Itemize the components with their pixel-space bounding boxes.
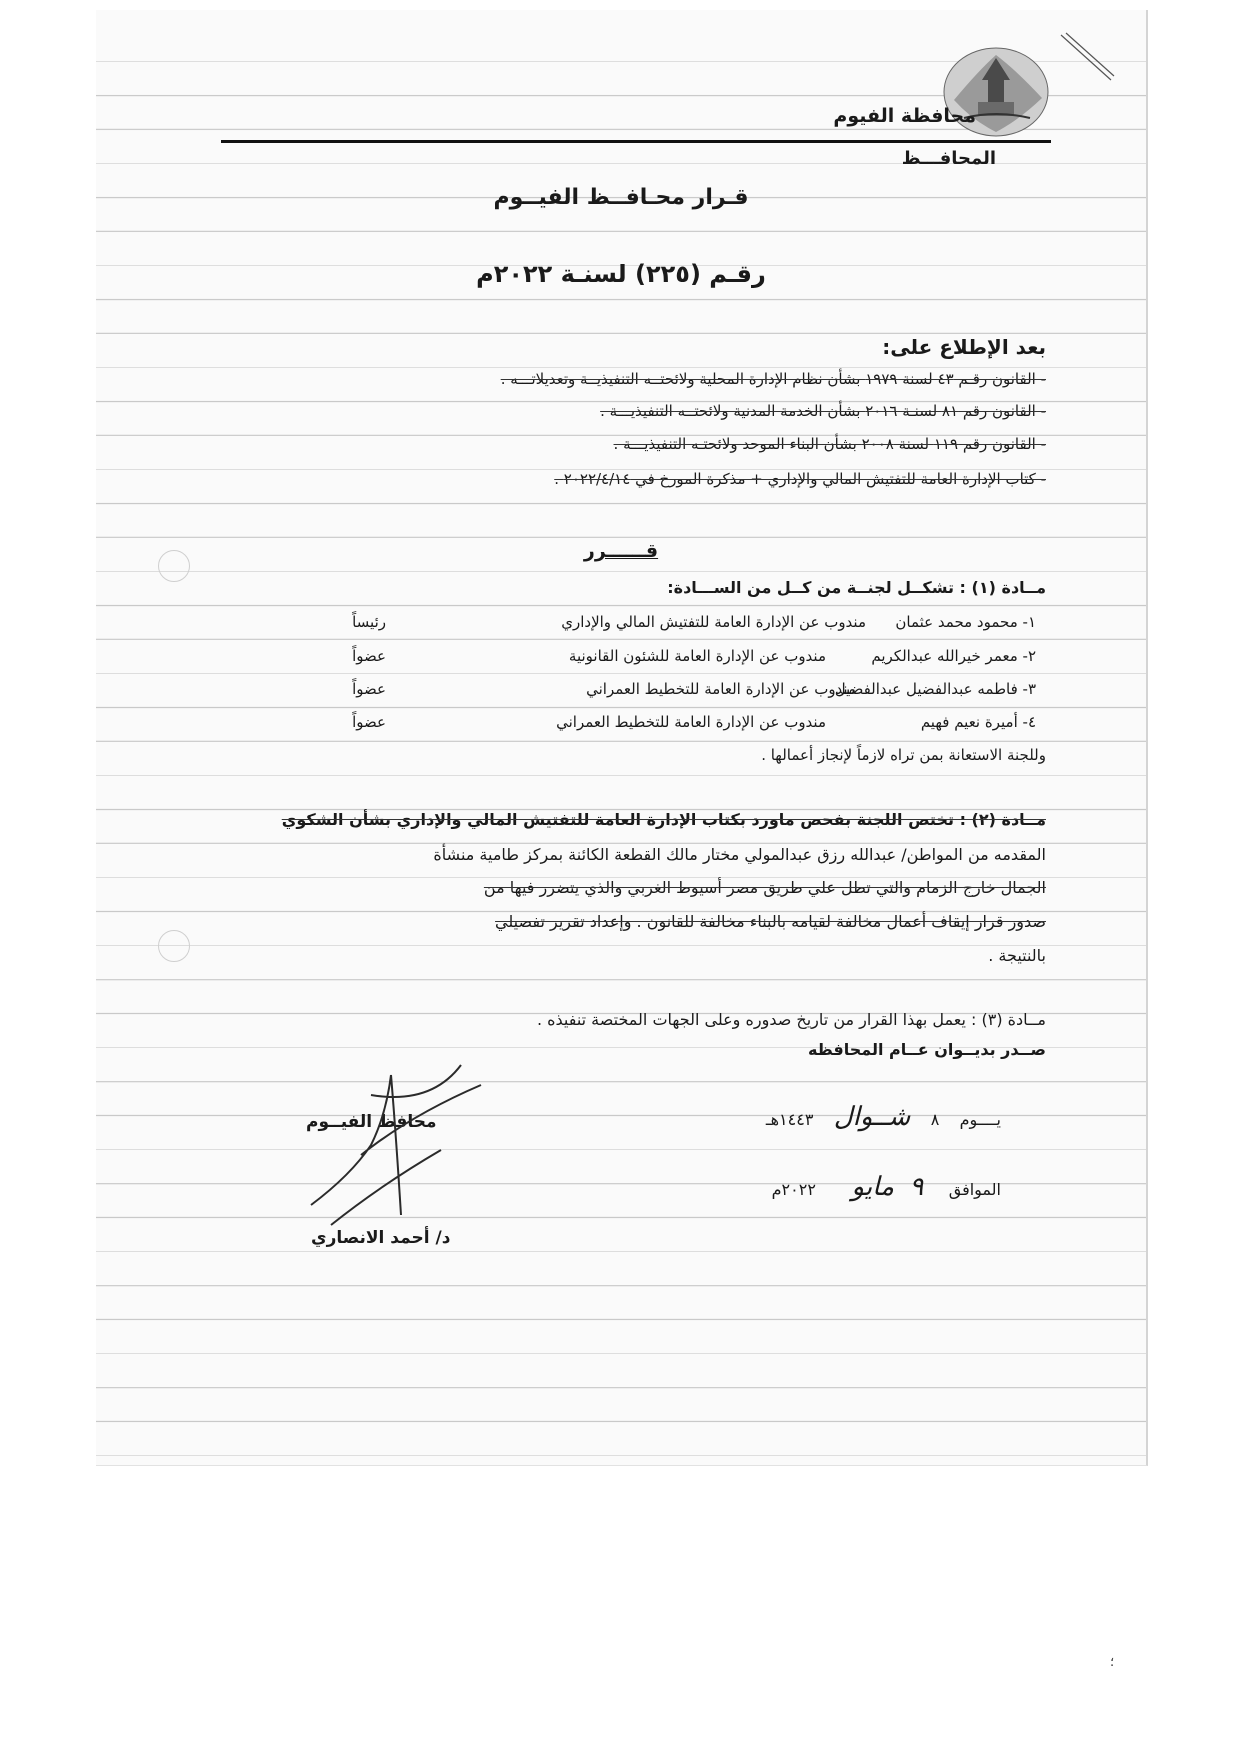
gregorian-date <box>772 1172 1001 1202</box>
gregorian-month-handwritten: مايو <box>851 1172 895 1202</box>
hijri-date <box>766 1102 1001 1132</box>
preamble-item: - كتاب الإدارة العامة للتفتيش المالي والإداري + مذكرة المورخ في ٢٠٢٢/٤/١٤ . <box>554 470 1046 488</box>
corresponding-label: الموافق <box>948 1180 1001 1199</box>
gregorian-day-handwritten: ٩ <box>909 1172 924 1202</box>
member-name: ٢- معمر خيرالله عبدالكريم <box>871 647 1036 665</box>
member-title: مندوب عن الإدارة العامة للتخطيط العمراني <box>556 713 826 731</box>
article-2-line: الجمال خارج الزمام والتي تطل علي طريق مصر أسيوط الغربي والذي يتضرر فيها من <box>483 878 1046 897</box>
decree-number: رقـم (٢٢٥) لسنـة ٢٠٢٢م <box>476 260 766 288</box>
pen-scribble-mark <box>1056 30 1116 85</box>
signer-name: د/ أحمد الانصاري <box>311 1228 451 1248</box>
committee-assist-note: وللجنة الاستعانة بمن تراه لازماً لإنجاز أعمالها . <box>761 746 1046 764</box>
governorate-name: محافظة الفيوم <box>833 105 976 127</box>
decree-title: قـرار محـافــظ الفيــوم <box>493 185 749 210</box>
handwritten-signature <box>291 1055 491 1240</box>
gregorian-year: ٢٠٢٢م <box>771 1180 816 1199</box>
article-2-line: مــادة (٢) : تختص اللجنة بفحص ماورد بكتاب الإدارة العامة للتفتيش المالي والإداري بشأن الشكوي <box>281 810 1046 829</box>
article-2-line: صدور قرار إيقاف أعمال مخالفة لقيامه بالبناء مخالفة للقانون . وإعداد تقرير تفصيلي <box>495 912 1046 931</box>
hijri-year: ١٤٤٣هـ <box>765 1110 814 1129</box>
punch-hole-mark <box>158 930 190 962</box>
member-role: رئيساً <box>352 613 386 631</box>
preamble-item: - القانون رقـم ٤٣ لسنة ١٩٧٩ بشأن نظام الإدارة المحلية ولائحتــه التنفيذيــة وتعديلاتـــه . <box>500 370 1046 388</box>
article-1-heading: مــادة (١) : تشكــل لجنــة من كــل من الســـادة: <box>667 578 1046 597</box>
preamble-heading: بعد الإطلاع على: <box>882 335 1046 359</box>
signer-title: محافظ الفيــوم <box>306 1112 437 1132</box>
preamble-item: - القانون رقم ٨١ لسنـة ٢٠١٦ بشأن الخدمة المدنية ولائحتــه التنفيذيـــة . <box>600 402 1046 420</box>
document-page <box>96 10 1148 1466</box>
day-label: يــــوم <box>959 1110 1001 1129</box>
header-rule <box>221 140 1051 143</box>
member-role: عضواً <box>352 713 386 731</box>
member-name: ١- محمود محمد عثمان <box>895 613 1036 631</box>
page-marker: ؛ <box>1110 1655 1115 1670</box>
member-name: ٤- أميرة نعيم فهيم <box>920 713 1036 731</box>
member-role: عضواً <box>352 680 386 698</box>
issued-at: صــدر بديــوان عــام المحافظه <box>807 1040 1046 1059</box>
member-title: مندوب عن الإدارة العامة للشئون القانونية <box>568 647 826 665</box>
member-title: مندوب عن الإدارة العامة للتخطيط العمراني <box>586 680 856 698</box>
preamble-item: - القانون رقم ١١٩ لسنة ٢٠٠٨ بشأن البناء الموحد ولائحتـه التنفيذيـــة . <box>613 435 1046 453</box>
article-2-line: بالنتيجة . <box>988 946 1046 965</box>
member-name: ٣- فاطمه عبدالفضيل عبدالفضيل <box>834 680 1036 698</box>
article-2-line: المقدمه من المواطن/ عبدالله رزق عبدالمولي مختار مالك القطعة الكائنة بمركز طامية منشأة <box>433 845 1046 864</box>
hijri-month-handwritten: شــوال <box>833 1102 911 1132</box>
governor-label: المحافـــظ <box>901 148 996 169</box>
member-role: عضواً <box>352 647 386 665</box>
decided-heading: قــــــرر <box>583 540 659 562</box>
day-number: ٨ <box>930 1110 940 1129</box>
article-3: مــادة (٣) : يعمل بهذا القرار من تاريخ صدوره وعلى الجهات المختصة تنفيذه . <box>536 1010 1046 1029</box>
member-title: مندوب عن الإدارة العامة للتفتيش المالي والإداري <box>561 613 866 631</box>
